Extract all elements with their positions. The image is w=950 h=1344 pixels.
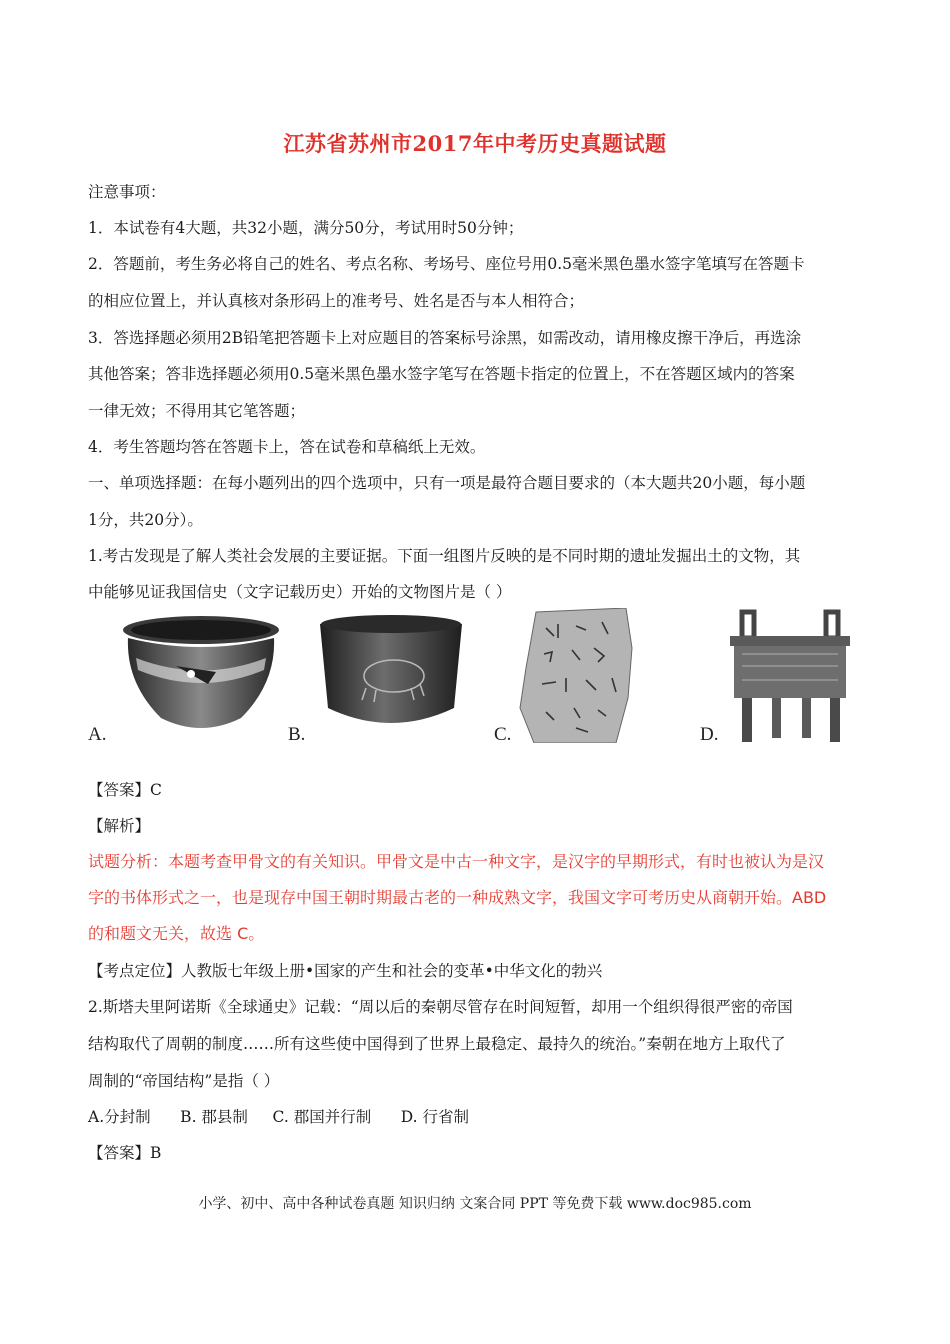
answer-1: 【答案】C xyxy=(88,781,162,799)
analysis-label: 【解析】 xyxy=(88,817,151,835)
analysis-text: 字的书体形式之一，也是现存中国王朝时期最古老的一种成熟文字，我国文字可考历史从商朝开始。ABD xyxy=(88,888,827,907)
page-footer: 小学、初中、高中各种试卷真题 知识归纳 文案合同 PPT 等免费下载 www.doc985.com xyxy=(198,1196,752,1212)
notice-item: 2．答题前，考生务必将自己的姓名、考点名称、考场号、座位号用0.5毫米黑色墨水签字笔填写在答题卡 xyxy=(88,255,805,273)
question-2-options: A.分封制 B. 郡县制 C. 郡国并行制 D. 行省制 xyxy=(88,1108,470,1126)
notice-item: 1．本试卷有4大题，共32小题，满分50分，考试用时50分钟； xyxy=(88,219,524,237)
oracle-bone-image xyxy=(516,608,636,743)
artifact-images xyxy=(88,608,868,748)
section-heading: 一、单项选择题：在每小题列出的四个选项中，只有一项是最符合题目要求的（本大题共20小题，每小题 xyxy=(88,474,806,492)
notice-item: 一律无效；不得用其它笔答题； xyxy=(88,402,306,420)
question-2-stem: 2.斯塔夫里阿诺斯《全球通史》记载：“周以后的秦朝尽管存在时间短暂，却用一个组织得很严密的帝国 xyxy=(88,998,793,1016)
pottery-basin-image xyxy=(116,608,286,738)
analysis-text: 的和题文无关，故选 C。 xyxy=(88,924,265,943)
question-1-stem: 1.考古发现是了解人类社会发展的主要证据。下面一组图片反映的是不同时期的遗址发掘出土的文物，其 xyxy=(88,547,801,565)
notice-item: 4．考生答题均答在答题卡上，答在试卷和草稿纸上无效。 xyxy=(88,438,486,456)
notice-item: 3．答选择题必须用2B铅笔把答题卡上对应题目的答案标号涂黑，如需改动，请用橡皮擦干净后，再选涂 xyxy=(88,329,802,347)
page-title: 江苏省苏州市2017年中考历史真题试题 xyxy=(283,131,667,156)
notice-heading: 注意事项： xyxy=(88,183,166,201)
option-label-d: D. xyxy=(700,724,719,745)
answer-2: 【答案】B xyxy=(88,1144,162,1162)
knowledge-point: 【考点定位】人教版七年级上册•国家的产生和社会的变革•中华文化的勃兴 xyxy=(88,962,603,980)
bronze-ding-image xyxy=(720,608,860,743)
analysis-text: 试题分析：本题考查甲骨文的有关知识。甲骨文是中古一种文字，是汉字的早期形式，有时也被认为是汉 xyxy=(88,852,825,871)
notice-item: 其他答案；答非选择题必须用0.5毫米黑色墨水签字笔写在答题卡指定的位置上，不在答题区域内的答案 xyxy=(88,365,795,383)
option-label-a: A. xyxy=(88,724,107,745)
section-heading-cont: 1分，共20分）。 xyxy=(88,511,203,529)
option-label-c: C. xyxy=(494,724,512,745)
question-1-stem-cont: 中能够见证我国信史（文字记载历史）开始的文物图片是（ ） xyxy=(88,583,512,601)
question-2-stem-cont: 结构取代了周朝的制度……所有这些使中国得到了世界上最稳定、最持久的统治。”秦朝在地方上取代了 xyxy=(88,1035,786,1053)
option-label-b: B. xyxy=(288,724,306,745)
question-2-stem-cont: 周制的“帝国结构”是指（ ） xyxy=(88,1072,280,1090)
notice-item: 的相应位置上，并认真核对条形码上的准考号、姓名是否与本人相符合； xyxy=(88,292,585,310)
carved-pottery-bowl-image xyxy=(316,608,466,738)
